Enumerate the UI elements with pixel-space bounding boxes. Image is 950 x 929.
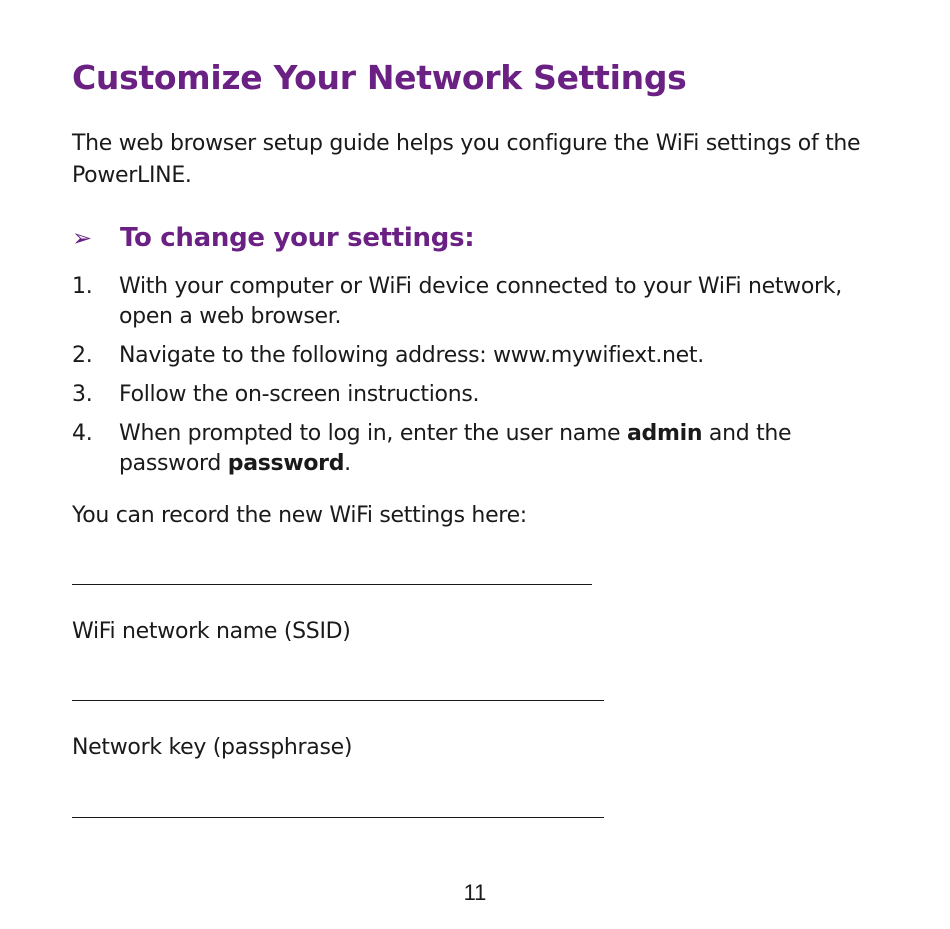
step-item	[72, 419, 882, 479]
step-text	[119, 419, 882, 479]
ssid-blank-line	[72, 584, 592, 585]
step-number: 3.	[72, 382, 93, 407]
username-value: admin	[626, 421, 703, 446]
step-number: 4.	[72, 421, 93, 446]
step-text: With your computer or WiFi device connected to your WiFi network, open a web browser.	[119, 274, 842, 329]
procedure-title: To change your settings:	[120, 223, 475, 253]
step-item	[72, 380, 882, 410]
step-item	[72, 341, 882, 371]
password-value: password	[227, 451, 345, 476]
record-instructions: You can record the new WiFi settings here:	[72, 503, 527, 528]
page-title: Customize Your Network Settings	[72, 58, 687, 97]
step-text-part: .	[344, 451, 351, 476]
step-item	[72, 272, 882, 332]
step-text-part: When prompted to log in, enter the user name	[119, 421, 627, 446]
procedure-heading	[72, 222, 474, 254]
ssid-label: WiFi network name (SSID)	[72, 619, 351, 644]
extra-blank-line	[72, 817, 604, 818]
step-text-part: and the password	[119, 421, 792, 476]
page-number: 11	[463, 880, 487, 905]
step-number: 1.	[72, 274, 93, 299]
key-label: Network key (passphrase)	[72, 735, 353, 760]
steps-list	[72, 272, 882, 488]
step-text: Navigate to the following address: www.mywifiext.net.	[119, 343, 704, 368]
step-number: 2.	[72, 343, 93, 368]
key-blank-line	[72, 700, 604, 701]
step-text: Follow the on-screen instructions.	[119, 382, 480, 407]
intro-paragraph: The web browser setup guide helps you configure the WiFi settings of the PowerLINE.	[72, 131, 861, 188]
arrow-bullet-icon: ➢	[72, 224, 93, 252]
